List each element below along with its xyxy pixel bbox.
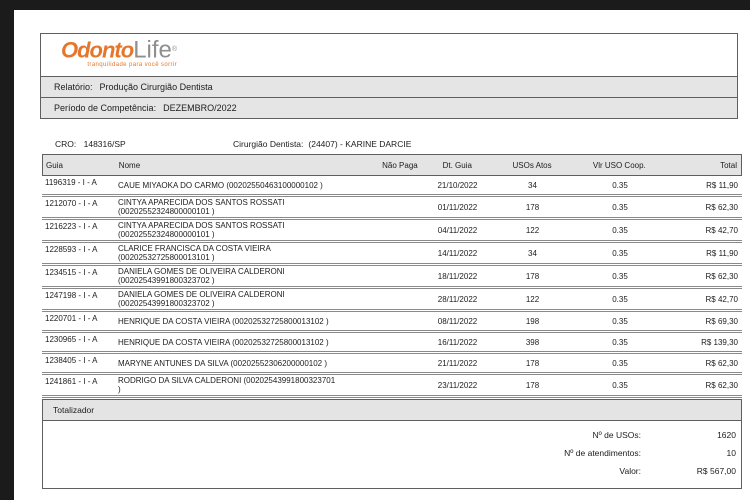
patient-name: HENRIQUE DA COSTA VIEIRA (00202532725800013102 )	[118, 337, 329, 347]
dentist-value: (24407) - KARINE DARCIE	[308, 139, 412, 149]
table-header-row	[42, 154, 742, 176]
period-row	[41, 97, 737, 118]
cell-nome	[115, 312, 370, 330]
totalizador-value: 10	[726, 448, 736, 458]
registered-mark-icon: ®	[171, 46, 178, 53]
cell-dt-guia: 23/11/2022	[437, 380, 478, 390]
cell-total: R$ 11,90	[706, 248, 738, 258]
left-black-bar	[0, 0, 14, 500]
patient-code: (00202532725800013101 )	[118, 253, 215, 262]
cell-vlr-uso-coop: 0.35	[612, 316, 628, 326]
cell-nao-paga	[370, 375, 430, 395]
cell-dt-guia: 08/11/2022	[437, 316, 478, 326]
patient-name: MARYNE ANTUNES DA SILVA (00202552306200000102 )	[118, 358, 328, 368]
cell-nao-paga	[370, 243, 430, 263]
cell-vlr-uso-coop: 0.35	[612, 271, 628, 281]
cell-nao-paga	[370, 197, 430, 217]
col-header-total: Total	[720, 160, 737, 170]
cell-vlr-uso-coop: 0.35	[612, 294, 628, 304]
cell-nao-paga	[370, 220, 430, 240]
cell-dt-guia: 21/11/2022	[437, 358, 478, 368]
cell-dt-guia: 21/10/2022	[437, 180, 478, 190]
cell-dt-guia: 14/11/2022	[437, 248, 478, 258]
cell-guia: 1220701 - I - A	[45, 314, 98, 323]
patient-code: (00202543991800323702 )	[118, 276, 215, 285]
cro-value: 148316/SP	[83, 139, 126, 149]
cell-total: R$ 139,30	[701, 337, 738, 347]
cell-nome	[115, 243, 370, 263]
table-row	[42, 176, 742, 197]
cell-nao-paga	[370, 312, 430, 330]
table-row	[42, 289, 742, 312]
cell-nome	[115, 289, 370, 309]
cell-total: R$ 62,30	[705, 380, 738, 390]
totalizador-value: R$ 567,00	[696, 466, 736, 476]
cell-total: R$ 62,30	[705, 202, 738, 212]
cell-vlr-uso-coop: 0.35	[612, 225, 628, 235]
table-row	[42, 312, 742, 333]
cell-guia: 1212070 - I - A	[45, 199, 98, 208]
cell-nome	[115, 333, 370, 351]
totalizador-row	[45, 426, 739, 444]
period-label: Período de Competência:	[54, 103, 157, 113]
odontolife-logo	[61, 37, 177, 68]
patient-name: DANIELA GOMES DE OLIVEIRA CALDERONI	[118, 267, 285, 276]
cell-nao-paga	[370, 289, 430, 309]
cell-dt-guia: 18/11/2022	[437, 271, 478, 281]
cell-dt-guia: 28/11/2022	[437, 294, 478, 304]
report-header-box	[40, 33, 738, 119]
production-table	[42, 154, 742, 398]
totalizador-row	[45, 444, 739, 462]
cell-usos-atos: 398	[525, 337, 540, 347]
cell-usos-atos: 122	[525, 225, 540, 235]
report-label: Relatório:	[54, 82, 93, 92]
cell-dt-guia: 04/11/2022	[437, 225, 478, 235]
cell-guia: 1228593 - I - A	[45, 245, 98, 254]
col-header-usos-atos: USOs Atos	[512, 160, 552, 170]
cell-guia: 1216223 - I - A	[45, 222, 98, 231]
cro-dentist-line	[55, 139, 655, 149]
col-header-vlr-uso-coop: Vlr USO Coop.	[592, 160, 646, 170]
col-header-guia: Guia	[46, 160, 63, 170]
patient-code: (00202552324800000101 )	[118, 207, 215, 216]
cell-usos-atos: 178	[525, 380, 540, 390]
patient-name: CLARICE FRANCISCA DA COSTA VIEIRA	[118, 244, 271, 253]
cell-usos-atos: 198	[525, 316, 540, 326]
cell-guia: 1230965 - I - A	[45, 335, 98, 344]
cell-usos-atos: 122	[525, 294, 540, 304]
cell-nome	[115, 266, 370, 286]
cell-nome	[115, 176, 370, 194]
patient-code: (00202552324800000101 )	[118, 230, 215, 239]
cell-guia: 1247198 - I - A	[45, 291, 98, 300]
cell-vlr-uso-coop: 0.35	[612, 180, 628, 190]
cell-total: R$ 42,70	[705, 294, 738, 304]
period-value: DEZEMBRO/2022	[163, 103, 237, 113]
cell-nao-paga	[370, 333, 430, 351]
logo-row	[41, 34, 737, 76]
cell-usos-atos: 178	[525, 271, 540, 281]
cell-total: R$ 11,90	[706, 180, 738, 190]
logo-odonto-text: Odonto	[61, 37, 134, 63]
patient-name: CINTYA APARECIDA DOS SANTOS ROSSATI	[118, 221, 285, 230]
cell-usos-atos: 178	[525, 358, 540, 368]
totalizador-label: Nº de USOs:	[592, 430, 641, 440]
totalizador-row	[45, 462, 739, 480]
patient-code: (00202543991800323702 )	[118, 299, 215, 308]
logo-tagline: tranquilidade para você sorrir	[87, 62, 178, 69]
totalizador-body	[43, 421, 741, 488]
cro-label: CRO:	[55, 139, 77, 149]
cell-vlr-uso-coop: 0.35	[612, 202, 628, 212]
cell-guia: 1196319 - I - A	[45, 178, 97, 187]
patient-code: )	[118, 385, 121, 394]
patient-name: DANIELA GOMES DE OLIVEIRA CALDERONI	[118, 290, 285, 299]
patient-name: HENRIQUE DA COSTA VIEIRA (00202532725800013102 )	[118, 316, 329, 326]
col-header-nome: Nome	[118, 160, 141, 170]
table-row	[42, 243, 742, 266]
cell-guia: 1238405 - I - A	[45, 356, 98, 365]
cell-nome	[115, 375, 370, 395]
totalizador-label: Valor:	[619, 466, 641, 476]
patient-name: CAUE MIYAOKA DO CARMO (00202550463100000102 )	[118, 180, 323, 190]
col-header-nao-paga: Não Paga	[382, 160, 418, 170]
dentist-info	[233, 139, 411, 149]
cell-nao-paga	[370, 176, 430, 194]
cell-nome	[115, 354, 370, 372]
dentist-label: Cirurgião Dentista:	[233, 139, 304, 149]
cell-nome	[115, 220, 370, 240]
cell-vlr-uso-coop: 0.35	[612, 337, 628, 347]
col-header-dt-guia: Dt. Guia	[442, 160, 472, 170]
table-row	[42, 220, 742, 243]
logo-life-text: Life	[133, 36, 172, 64]
cell-nao-paga	[370, 354, 430, 372]
cell-vlr-uso-coop: 0.35	[612, 248, 628, 258]
top-black-bar	[0, 0, 750, 10]
totalizador-value: 1620	[717, 430, 736, 440]
cell-nao-paga	[370, 266, 430, 286]
cell-total: R$ 69,30	[705, 316, 738, 326]
cell-total: R$ 62,30	[705, 358, 738, 368]
cell-vlr-uso-coop: 0.35	[612, 380, 628, 390]
table-row	[42, 197, 742, 220]
cell-total: R$ 62,30	[705, 271, 738, 281]
cell-usos-atos: 34	[528, 248, 537, 258]
totalizador-box	[42, 399, 742, 489]
totalizador-label: Nº de atendimentos:	[564, 448, 641, 458]
patient-name: CINTYA APARECIDA DOS SANTOS ROSSATI	[118, 198, 285, 207]
cell-vlr-uso-coop: 0.35	[612, 358, 628, 368]
report-value: Produção Cirurgião Dentista	[99, 82, 213, 92]
patient-name: RODRIGO DA SILVA CALDERONI (00202543991800323701	[118, 376, 336, 385]
cell-total: R$ 42,70	[705, 225, 738, 235]
cell-dt-guia: 01/11/2022	[437, 202, 478, 212]
cell-usos-atos: 178	[525, 202, 540, 212]
cell-guia: 1241861 - I - A	[45, 377, 98, 386]
cell-guia: 1234515 - I - A	[45, 268, 98, 277]
table-row	[42, 266, 742, 289]
table-row	[42, 375, 742, 398]
table-body	[42, 176, 742, 398]
table-row	[42, 354, 742, 375]
cell-nome	[115, 197, 370, 217]
report-title-row	[41, 76, 737, 97]
table-row	[42, 333, 742, 354]
cell-usos-atos: 34	[528, 180, 537, 190]
totalizador-title: Totalizador	[43, 400, 741, 421]
cell-dt-guia: 16/11/2022	[437, 337, 478, 347]
